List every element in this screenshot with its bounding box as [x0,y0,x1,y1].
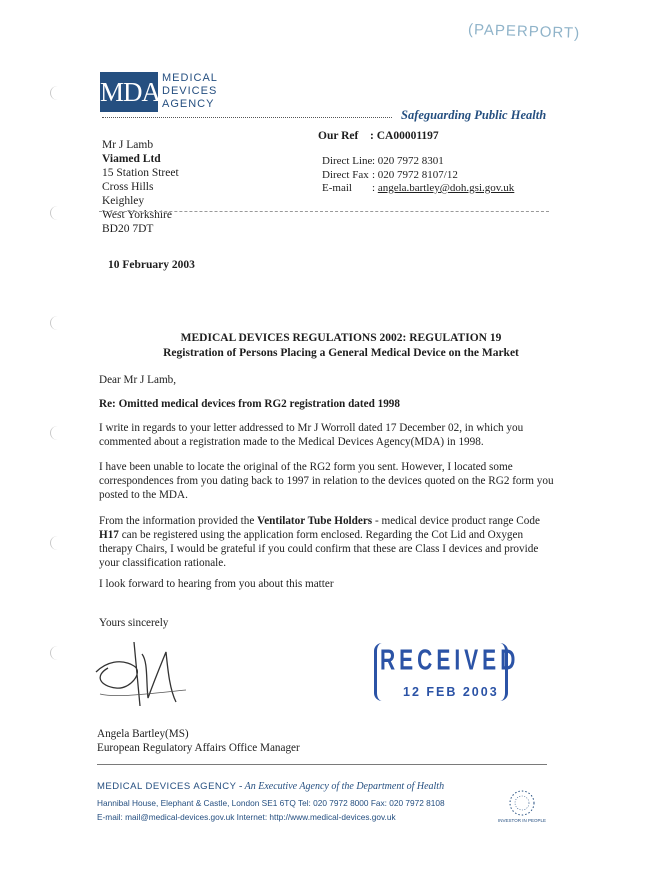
punch-hole [50,86,65,100]
letter-title: MEDICAL DEVICES REGULATIONS 2002: REGULATION 19 [180,332,502,344]
signatory-name: Angela Bartley(MS) [97,728,189,740]
received-stamp-word: RECEIVED [380,645,520,677]
closing: Yours sincerely [99,617,169,629]
recipient-town: Keighley [102,195,145,207]
punch-hole [50,536,65,550]
mda-logo [100,72,231,112]
recipient-postcode: BD20 7DT [102,223,154,235]
recipient-company: Viamed Ltd [102,153,161,165]
punch-hole [50,206,65,220]
letter-subtitle: Registration of Persons Placing a General Medical Device on the Market [163,347,519,359]
recipient-county: West Yorkshire [102,209,172,221]
recipient-area: Cross Hills [102,181,154,193]
direct-line-value: : 020 7972 8301 [372,155,444,167]
received-stamp [370,643,520,701]
recipient-address [102,138,179,236]
mda-logo-mark: MDA [100,72,158,112]
investor-in-people-seal-icon [507,788,537,818]
footer-rule [97,764,547,765]
signatory-title: European Regulatory Affairs Office Manager [97,742,300,754]
product-name: Ventilator Tube Holders [257,515,373,527]
paperport-stamp: (PAPERPORT) [467,21,581,42]
investor-in-people-text: INVESTOR IN PEOPLE [498,818,546,823]
subject-line: Re: Omitted medical devices from RG2 registration dated 1998 [99,398,400,410]
salutation: Dear Mr J Lamb, [99,374,177,386]
paragraph-1: I write in regards to your letter addressed to Mr J Worroll dated 17 December 02, in which you commented about a registration made to the Medical Devices Agency(MDA) in 1998. [99,422,524,448]
recipient-name: Mr J Lamb [102,139,154,151]
punch-hole [50,646,65,660]
footer-address: Hannibal House, Elephant & Castle, London SE1 6TQ Tel: 020 7972 8000 Fax: 020 7972 8108 [97,798,445,808]
email-link[interactable]: angela.bartley@doh.gsi.gov.uk [377,182,515,194]
contact-values: : 020 7972 8301 : 020 7972 8107/12 : angela.bartley@doh.gsi.gov.uk [372,155,515,194]
email-label: E-mail [322,182,352,194]
paragraph-3: From the information provided the Ventilator Tube Holders - medical device product range Code H17 can be registered using the application form enclosed. Regarding the Cot Lid and Oxygen therapy Chairs, I would be grateful if you could confirm that these are Class I devices and provide your classification rationale. [99,515,540,569]
paragraph-4: I look forward to hearing from you about this matter [99,578,334,590]
footer-email-web: E-mail: mail@medical-devices.gov.uk Internet: http://www.medical-devices.gov.uk [97,812,396,822]
recipient-street: 15 Station Street [102,167,179,179]
paragraph-2: I have been unable to locate the original of the RG2 form you sent. However, I located some correspondences from you dating back to 1997 in relation to the devices quoted on the RG2 form you posted to the MDA. [99,461,554,501]
direct-fax-label: Direct Fax [322,168,369,181]
direct-line-label: Direct Line [322,155,373,167]
reference-label: Our Ref [318,130,359,142]
header-rule [102,117,392,118]
received-stamp-date: 12 FEB 2003 [403,685,499,699]
mda-logo-text: MEDICAL DEVICES AGENCY [162,72,218,110]
tagline: Safeguarding Public Health [401,108,547,122]
address-divider [99,211,549,212]
punch-hole [50,316,65,330]
punch-hole [50,426,65,440]
contact-labels [322,155,372,196]
product-code: H17 [99,529,119,541]
direct-fax-value: : 020 7972 8107/12 [372,168,458,181]
handwritten-signature [86,632,201,710]
footer-agency-line: MEDICAL DEVICES AGENCY - An Executive Agency of the Department of Health [97,781,445,792]
letter-date: 10 February 2003 [108,259,195,271]
reference-value: : CA00001197 [370,130,439,142]
signatory [97,727,300,755]
